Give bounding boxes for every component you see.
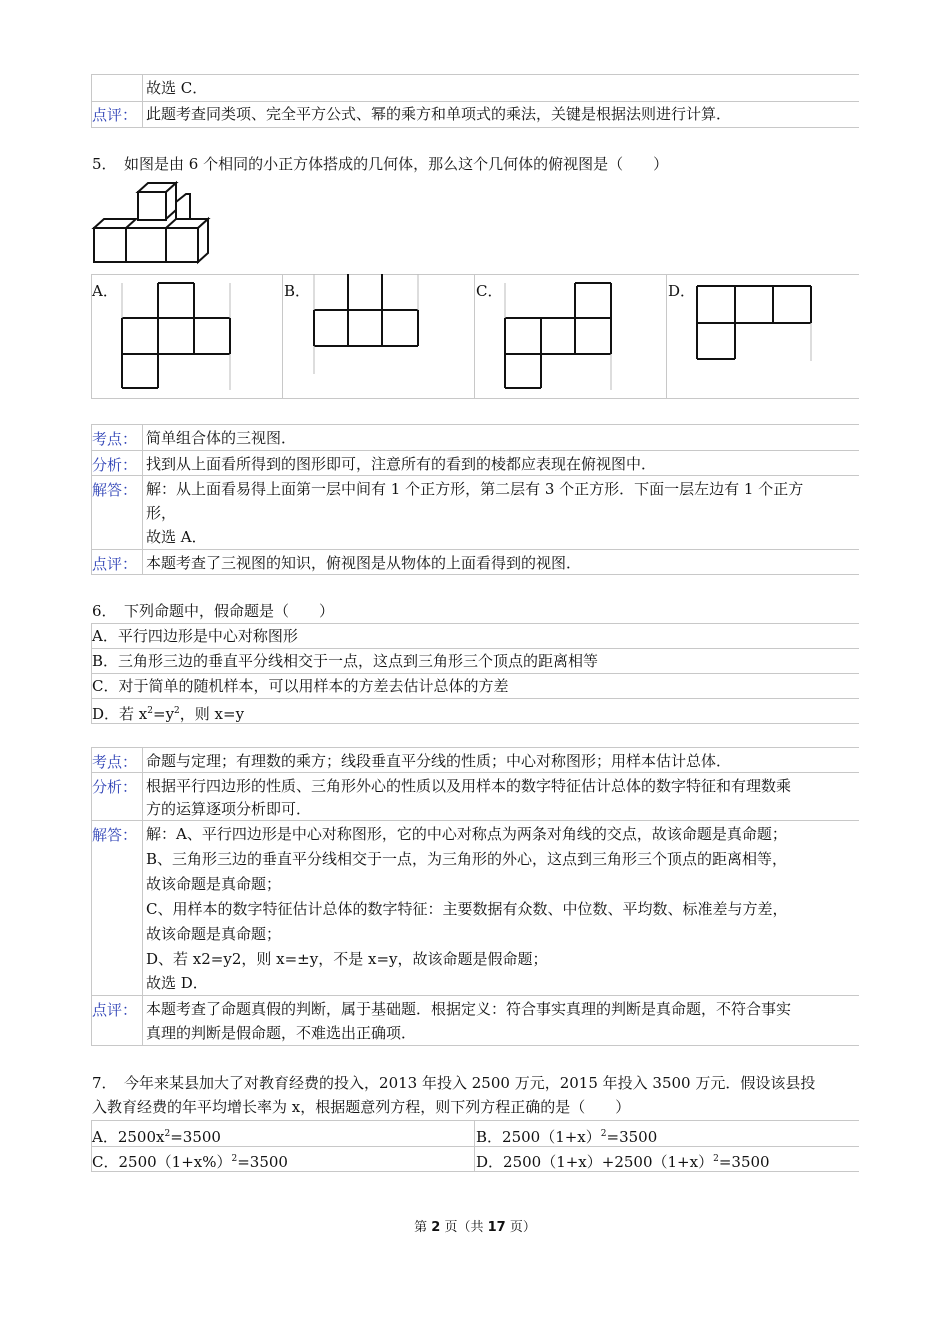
option-d-label: D．: [668, 282, 696, 300]
table-rule: [91, 450, 859, 451]
option-a-label: A．: [92, 282, 118, 300]
option-b-figure: [312, 272, 424, 376]
jieda-line: 故该命题是真命题；: [146, 875, 282, 893]
option-d: D．若 $x^2=y^2$，则 x=y: [92, 705, 245, 723]
table-rule: [142, 424, 143, 574]
table-rule: [91, 1045, 859, 1046]
table-rule: [666, 274, 667, 398]
option-d-figure: [695, 283, 817, 363]
cube-figure: [90, 180, 220, 266]
option-c-label: C．: [476, 282, 503, 300]
table-rule: [91, 1120, 859, 1121]
table-rule: [91, 74, 859, 75]
option-b: B．$2500(1+x)^2=3500$: [476, 1128, 658, 1146]
jieda-line: 故该命题是真命题；: [146, 925, 282, 943]
table-rule: [474, 1120, 475, 1171]
option-a: A．$2500x^2=3500$: [92, 1128, 221, 1146]
review-text: 此题考查同类项、完全平方公式、幂的乘方和单项式的乘法，关键是根据法则进行计算．: [146, 105, 732, 123]
jieda-line: 形，: [146, 504, 177, 522]
review-text: 本题考查了三视图的知识，俯视图是从物体的上面看得到的视图．: [146, 554, 582, 572]
table-rule: [91, 398, 859, 399]
review-label: 点评：: [92, 106, 138, 124]
jieda-line: 故选 D．: [146, 974, 208, 992]
review-label: 点评：: [92, 1001, 138, 1019]
jieda-label: 解答：: [92, 481, 138, 499]
option-c: C．对于简单的随机样本，可以用样本的方差去估计总体的方差: [92, 677, 509, 695]
jieda-line: C、用样本的数字特征估计总体的数字特征：主要数据有众数、中位数、平均数、标准差与方差，: [146, 900, 788, 918]
table-rule: [142, 747, 143, 1045]
table-rule: [91, 995, 859, 996]
option-d: D．$2500(1+x)+2500(1+x)^2=3500$: [476, 1153, 770, 1171]
review-line: 真理的判断是假命题，不难选出正确项．: [146, 1024, 417, 1042]
fenxi-line: 根据平行四边形的性质、三角形外心的性质以及用样本的数字特征估计总体的数字特征和有理数乘: [146, 777, 792, 795]
table-rule: [142, 74, 143, 127]
jieda-label: 解答：: [92, 826, 138, 844]
option-a: A．平行四边形是中心对称图形: [92, 627, 298, 645]
kaodian-text: 简单组合体的三视图．: [146, 429, 297, 447]
question-7-stem: 入教育经费的年平均增长率为 x，根据题意列方程，则下列方程正确的是（ ）: [92, 1098, 631, 1116]
question-7-stem: 7． 今年来某县加大了对教育经费的投入，2013 年投入 2500 万元，2015 年投入 3500 万元．假设该县投: [92, 1074, 816, 1092]
question-6-stem: 6． 下列命题中，假命题是（ ）: [92, 602, 335, 620]
jieda-line: 故选 A．: [146, 528, 207, 546]
option-c: C．$2500(1+x\%)^2=3500$: [92, 1153, 288, 1171]
fenxi-text: 找到从上面看所得到的图形即可，注意所有的看到的棱都应表现在俯视图中．: [146, 455, 657, 473]
option-c-figure: [503, 280, 617, 392]
jieda-line: 解：A、平行四边形是中心对称图形，它的中心对称点为两条对角线的交点，故该命题是真命题；: [146, 825, 787, 843]
fenxi-label: 分析：: [92, 778, 138, 796]
table-rule: [91, 127, 859, 128]
kaodian-label: 考点：: [92, 430, 138, 448]
page-footer: 第 2 页（共 17 页）: [414, 1220, 536, 1235]
table-rule: [91, 747, 859, 748]
review-line: 本题考查了命题真假的判断，属于基础题．根据定义：符合事实真理的判断是真命题，不符合事实: [146, 1000, 792, 1018]
option-b-label: B．: [284, 282, 311, 300]
table-rule: [91, 424, 859, 425]
answer-line: 故选 C．: [146, 79, 208, 97]
jieda-line: B、三角形三边的垂直平分线相交于一点，为三角形的外心，这点到三角形三个顶点的距离相等，: [146, 850, 788, 868]
kaodian-text: 命题与定理；有理数的乘方；线段垂直平分线的性质；中心对称图形；用样本估计总体．: [146, 752, 732, 770]
jieda-line: 解：从上面看易得上面第一层中间有 1 个正方形，第二层有 3 个正方形．下面一层左边有 1 个正方: [146, 480, 804, 498]
fenxi-label: 分析：: [92, 456, 138, 474]
option-b: B．三角形三边的垂直平分线相交于一点，这点到三角形三个顶点的距离相等: [92, 652, 599, 670]
option-a-figure: [120, 280, 236, 392]
table-rule: [91, 549, 859, 550]
table-rule: [282, 274, 283, 398]
fenxi-line: 方的运算逐项分析即可．: [146, 800, 312, 818]
question-5-stem: 5． 如图是由 6 个相同的小正方体搭成的几何体，那么这个几何体的俯视图是（ ）: [92, 155, 669, 173]
table-rule: [474, 274, 475, 398]
kaodian-label: 考点：: [92, 753, 138, 771]
table-rule: [91, 274, 859, 275]
review-label: 点评：: [92, 555, 138, 573]
jieda-line: D、若 x2=y2，则 x=±y，不是 x=y，故该命题是假命题；: [146, 950, 548, 968]
